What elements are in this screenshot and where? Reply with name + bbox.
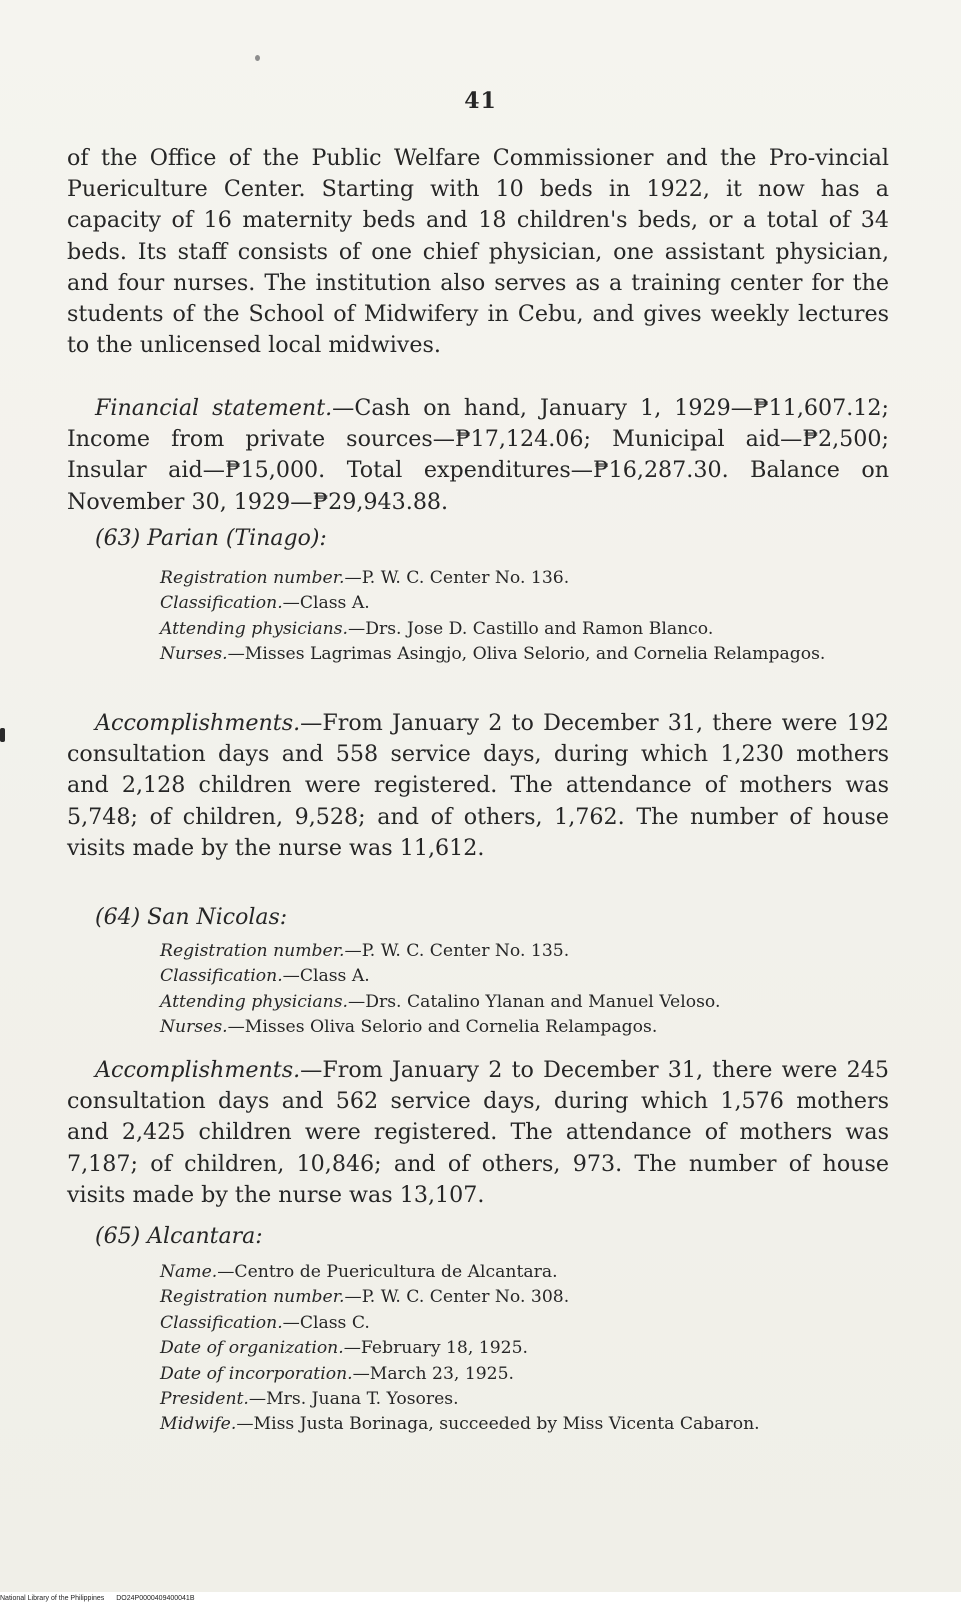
- footer-library: National Library of the Philippines: [0, 1595, 105, 1602]
- section-65-heading: (65) Alcantara:: [95, 1224, 263, 1249]
- section-64-accomplishments-text: —From January 2 to December 31, there were 245 consultation days and 562 service days, during which 1,576 mothers and 2,425 children were registered. The attendance of mothers was 7,187; of children, 10,846; and of others, 973. The number of house visits made by the nurse was 13,107.: [67, 1057, 889, 1208]
- section-63-classification: Classification.—Class A.: [160, 593, 370, 614]
- section-64-classification: Classification.—Class A.: [160, 966, 370, 987]
- section-65-president: President.—Mrs. Juana T. Yosores.: [160, 1389, 459, 1410]
- section-63-accomplishments-lead: Accomplishments.: [95, 710, 301, 736]
- section-65-classification: Classification.—Class C.: [160, 1312, 370, 1333]
- section-63-accomplishments-text: —From January 2 to December 31, there were 192 consultation days and 558 service days, during which 1,230 mothers and 2,128 children were registered. The attendance of mothers was 5,748; of children, 9,528; and of others, 1,762. The number of house visits made by the nurse was 11,612.: [67, 710, 889, 861]
- section-65-entries: [160, 1260, 890, 1438]
- section-64-accomplishments-lead: Accomplishments.: [95, 1057, 301, 1083]
- section-63-accomplishments: [67, 708, 889, 864]
- section-64-nurses: Nurses.—Misses Oliva Selorio and Cornelia Relampagos.: [160, 1017, 658, 1038]
- section-63-registration: Registration number.—P. W. C. Center No. 136.: [160, 568, 570, 588]
- page-number: 41: [464, 88, 497, 114]
- scan-speck: [255, 55, 260, 61]
- footer-code: DO24P0000409400041B: [116, 1595, 195, 1602]
- section-63-physicians: Attending physicians.—Drs. Jose D. Castillo and Ramon Blanco.: [160, 618, 714, 639]
- financial-statement-text: —Cash on hand, January 1, 1929—₱11,607.12; Income from private sources—₱17,124.06; Municipal aid—₱2,500; Insular aid—₱15,000. Total expenditures—₱16,287.30. Balance on November 30, 1929—₱29,943.88.: [67, 395, 889, 515]
- section-65-midwife: Midwife.—Miss Justa Borinaga, succeeded by Miss Vicenta Cabaron.: [160, 1414, 760, 1435]
- paragraph-continuation-text: of the Office of the Public Welfare Commissioner and the Pro-vincial Puericulture Center. Starting with 10 beds in 1922, it now has a capacity of 16 maternity beds and 18 children's beds, or a total of 34 beds. Its staff consists of one chief physician, one assistant physician, and four nurses. The institution also serves as a training center for the students of the School of Midwifery in Cebu, and gives weekly lectures to the unlicensed local midwives.: [67, 145, 889, 359]
- financial-statement-lead: Financial statement.: [95, 395, 333, 421]
- section-63-nurses: Nurses.—Misses Lagrimas Asingjo, Oliva Selorio, and Cornelia Relampagos.: [160, 644, 826, 665]
- section-64-heading: (64) San Nicolas:: [95, 905, 288, 930]
- section-63-entries: [160, 566, 890, 668]
- section-64-registration: Registration number.—P. W. C. Center No. 135.: [160, 941, 570, 961]
- section-65-organization-date: Date of organization.—February 18, 1925.: [160, 1338, 528, 1359]
- section-65-registration: Registration number.—P. W. C. Center No. 308.: [160, 1287, 570, 1308]
- section-64-entries: [160, 939, 890, 1041]
- scan-edge-mark: [0, 728, 5, 742]
- section-63-heading: (63) Parian (Tinago):: [95, 526, 327, 551]
- section-64-accomplishments: [67, 1055, 889, 1211]
- financial-statement-paragraph: [67, 393, 889, 518]
- scan-footer: [0, 1592, 961, 1606]
- section-64-physicians: Attending physicians.—Drs. Catalino Ylanan and Manuel Veloso.: [160, 991, 721, 1012]
- paragraph-continuation: [67, 143, 889, 361]
- section-65-name: Name.—Centro de Puericultura de Alcantara.: [160, 1262, 558, 1282]
- section-65-incorporation-date: Date of incorporation.—March 23, 1925.: [160, 1363, 515, 1384]
